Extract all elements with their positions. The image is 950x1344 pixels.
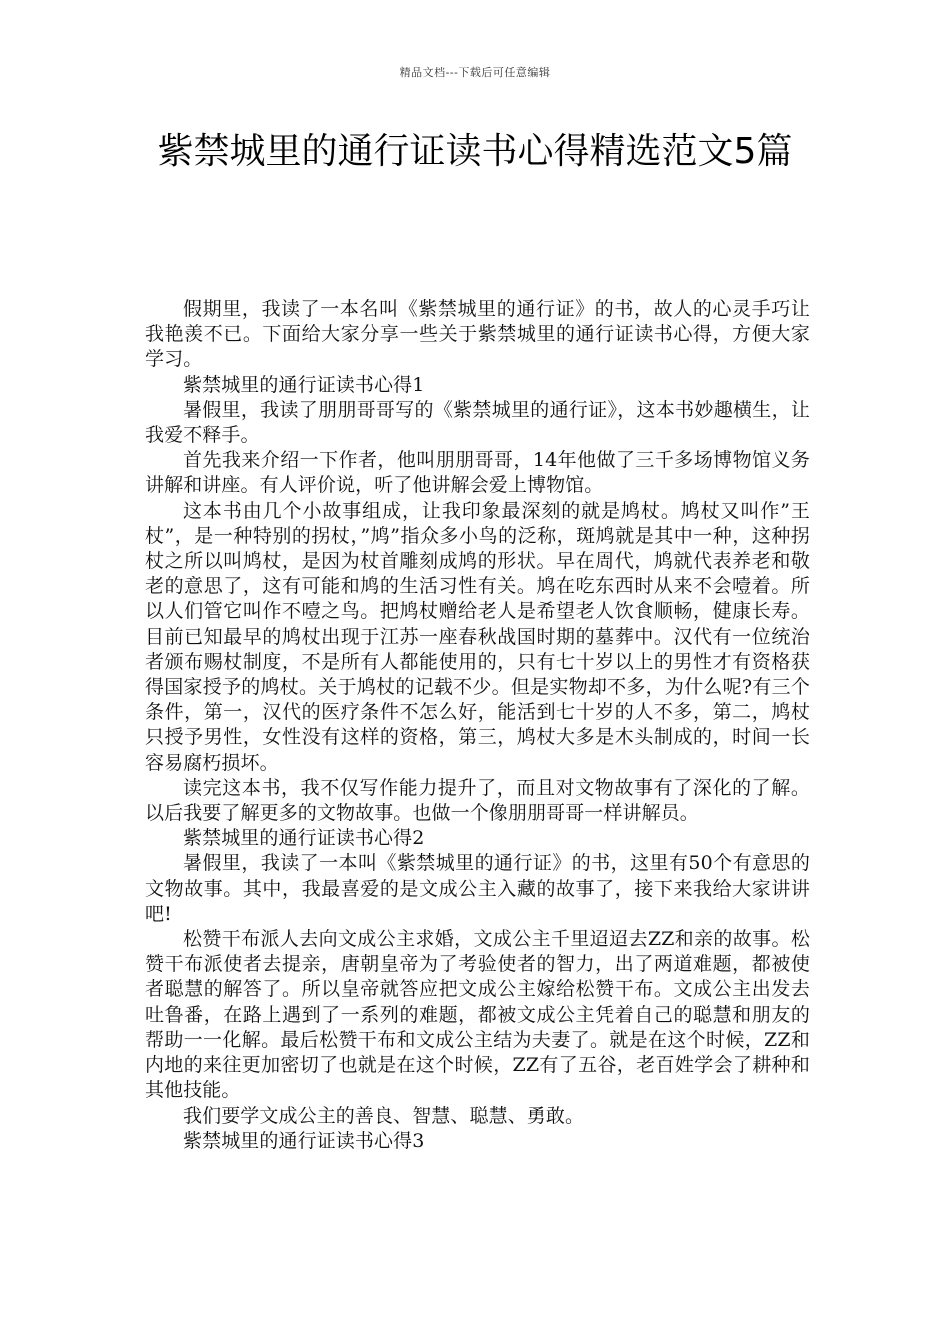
body-paragraph: 暑假里，我读了一本叫《紫禁城里的通行证》的书，这里有50个有意思的文物故事。其中，我最喜爱的是文成公主入藏的故事了，接下来我给大家讲讲吧! <box>145 852 810 925</box>
document-title: 紫禁城里的通行证读书心得精选范文5篇 <box>157 131 793 172</box>
header-note: 精品文档---下载后可任意编辑 <box>399 66 551 79</box>
body-paragraph: 松赞干布派人去向文成公主求婚，文成公主千里迢迢去ZZ和亲的故事。松赞干布派使者去提亲，唐朝皇帝为了考验使者的智力，出了两道难题，都被使者聪慧的解答了。所以皇帝就答应把文成公主嫁给松赞干布。文成公主出发去吐鲁番，在路上遇到了一系列的难题，都被文成公主凭着自己的聪慧和朋友的帮助一一化解。最后松赞干布和文成公主结为夫妻了。就是在这个时候，ZZ和内地的来往更加密切了也就是在这个时候，ZZ有了五谷，老百姓学会了耕种和其他技能。 <box>145 928 810 1102</box>
section-heading-2: 紫禁城里的通行证读书心得2 <box>183 827 425 850</box>
body-paragraph: 我们要学文成公主的善良、智慧、聪慧、勇敢。 <box>183 1104 585 1127</box>
section-heading-3: 紫禁城里的通行证读书心得3 <box>183 1129 425 1152</box>
body-paragraph: 这本书由几个小故事组成，让我印象最深刻的就是鸠杖。鸠杖又叫作”王杖”，是一种特别的拐杖，”鸠”指众多小鸟的泛称，斑鸠就是其中一种，这种拐杖之所以叫鸠杖，是因为杖首雕刻成鸠的形状。早在周代，鸠就代表养老和敬老的意思了，这有可能和鸠的生活习性有关。鸠在吃东西时从来不会噎着。所以人们管它叫作不噎之鸟。把鸠杖赠给老人是希望老人饮食顺畅，健康长寿。目前已知最早的鸠杖出现于江苏一座春秋战国时期的墓葬中。汉代有一位统治者颁布赐杖制度，不是所有人都能使用的，只有七十岁以上的男性才有资格获得国家授予的鸠杖。关于鸠杖的记载不少。但是实物却不多，为什么呢?有三个条件，第一，汉代的医疗条件不怎么好，能活到七十岁的人不多，第二，鸠杖只授予男性，女性没有这样的资格，第三，鸠杖大多是木头制成的，时间一长容易腐朽损坏。 <box>145 499 810 774</box>
document-body <box>145 297 810 1154</box>
intro-paragraph: 假期里，我读了一本名叫《紫禁城里的通行证》的书，故人的心灵手巧让我艳羡不已。下面给大家分享一些关于紫禁城里的通行证读书心得，方便大家学习。 <box>145 298 810 371</box>
body-paragraph: 读完这本书，我不仅写作能力提升了，而且对文物故事有了深化的了解。以后我要了解更多的文物故事。也做一个像朋朋哥哥一样讲解员。 <box>145 776 810 825</box>
body-paragraph: 首先我来介绍一下作者，他叫朋朋哥哥，14年他做了三千多场博物馆义务讲解和讲座。有人评价说，听了他讲解会爱上博物馆。 <box>145 449 810 497</box>
section-heading-1: 紫禁城里的通行证读书心得1 <box>183 373 425 396</box>
body-paragraph: 暑假里，我读了朋朋哥哥写的《紫禁城里的通行证》，这本书妙趣横生，让我爱不释手。 <box>145 398 810 447</box>
